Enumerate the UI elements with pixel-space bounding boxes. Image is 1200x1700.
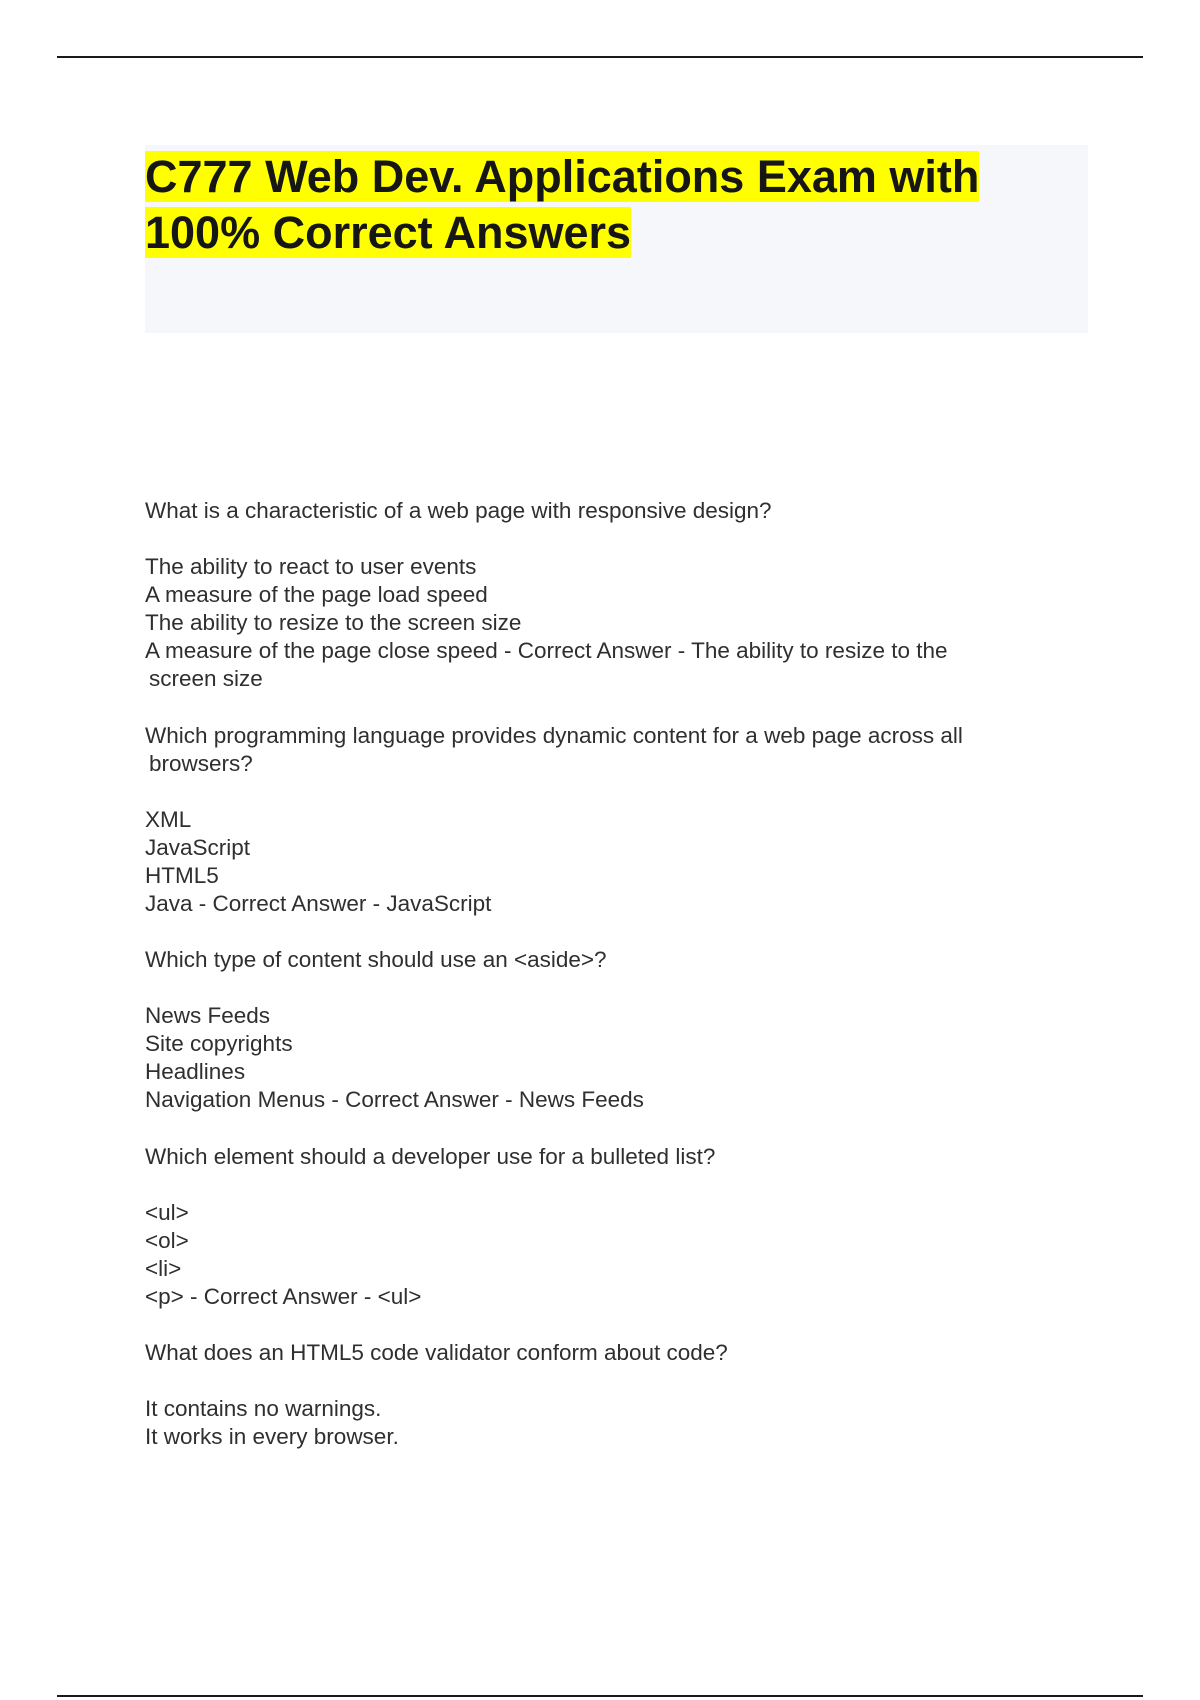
qa-content (145, 497, 1065, 1480)
title-line-1: C777 Web Dev. Applications Exam with (145, 151, 980, 202)
question-text: What is a characteristic of a web page with responsive design? (145, 498, 772, 523)
question-block-2 (145, 722, 1065, 918)
answer-line: <p> - Correct Answer - <ul> (145, 1283, 422, 1309)
question-text-continued: browsers? (149, 750, 253, 776)
question-block-3 (145, 946, 1065, 1114)
option-text: It contains no warnings. (145, 1396, 382, 1421)
question-text: Which element should a developer use for a bulleted list? (145, 1143, 716, 1169)
question-block-1 (145, 497, 1065, 693)
title-line-2: 100% Correct Answers (145, 207, 632, 258)
option-text: It works in every browser. (145, 1424, 399, 1449)
question-text: Which programming language provides dynamic content for a web page across all (145, 722, 963, 748)
option-text: The ability to resize to the screen size (145, 610, 522, 635)
answer-line-continued: screen size (149, 666, 263, 691)
option-text: <ol> (145, 1227, 189, 1253)
question-block-5 (145, 1339, 1065, 1451)
option-text: Headlines (145, 1059, 246, 1084)
question-block-4 (145, 1143, 1065, 1311)
title-block (145, 145, 1088, 333)
document-title (145, 145, 1088, 261)
option-text: News Feeds (145, 1003, 271, 1028)
option-text: <li> (145, 1255, 182, 1281)
footer-rule (57, 1695, 1143, 1697)
option-text: The ability to react to user events (145, 554, 477, 579)
header-rule (57, 56, 1143, 58)
answer-line: Java - Correct Answer - JavaScript (145, 890, 492, 916)
option-text: HTML5 (145, 862, 219, 888)
option-text: A measure of the page load speed (145, 582, 488, 607)
answer-line: A measure of the page close speed - Correct Answer - The ability to resize to the (145, 638, 948, 663)
option-text: JavaScript (145, 834, 251, 860)
question-text: What does an HTML5 code validator conform about code? (145, 1340, 728, 1365)
option-text: XML (145, 806, 192, 832)
answer-line: Navigation Menus - Correct Answer - News Feeds (145, 1087, 644, 1112)
option-text: <ul> (145, 1199, 189, 1225)
question-text: Which type of content should use an <aside>? (145, 947, 607, 972)
option-text: Site copyrights (145, 1031, 293, 1056)
